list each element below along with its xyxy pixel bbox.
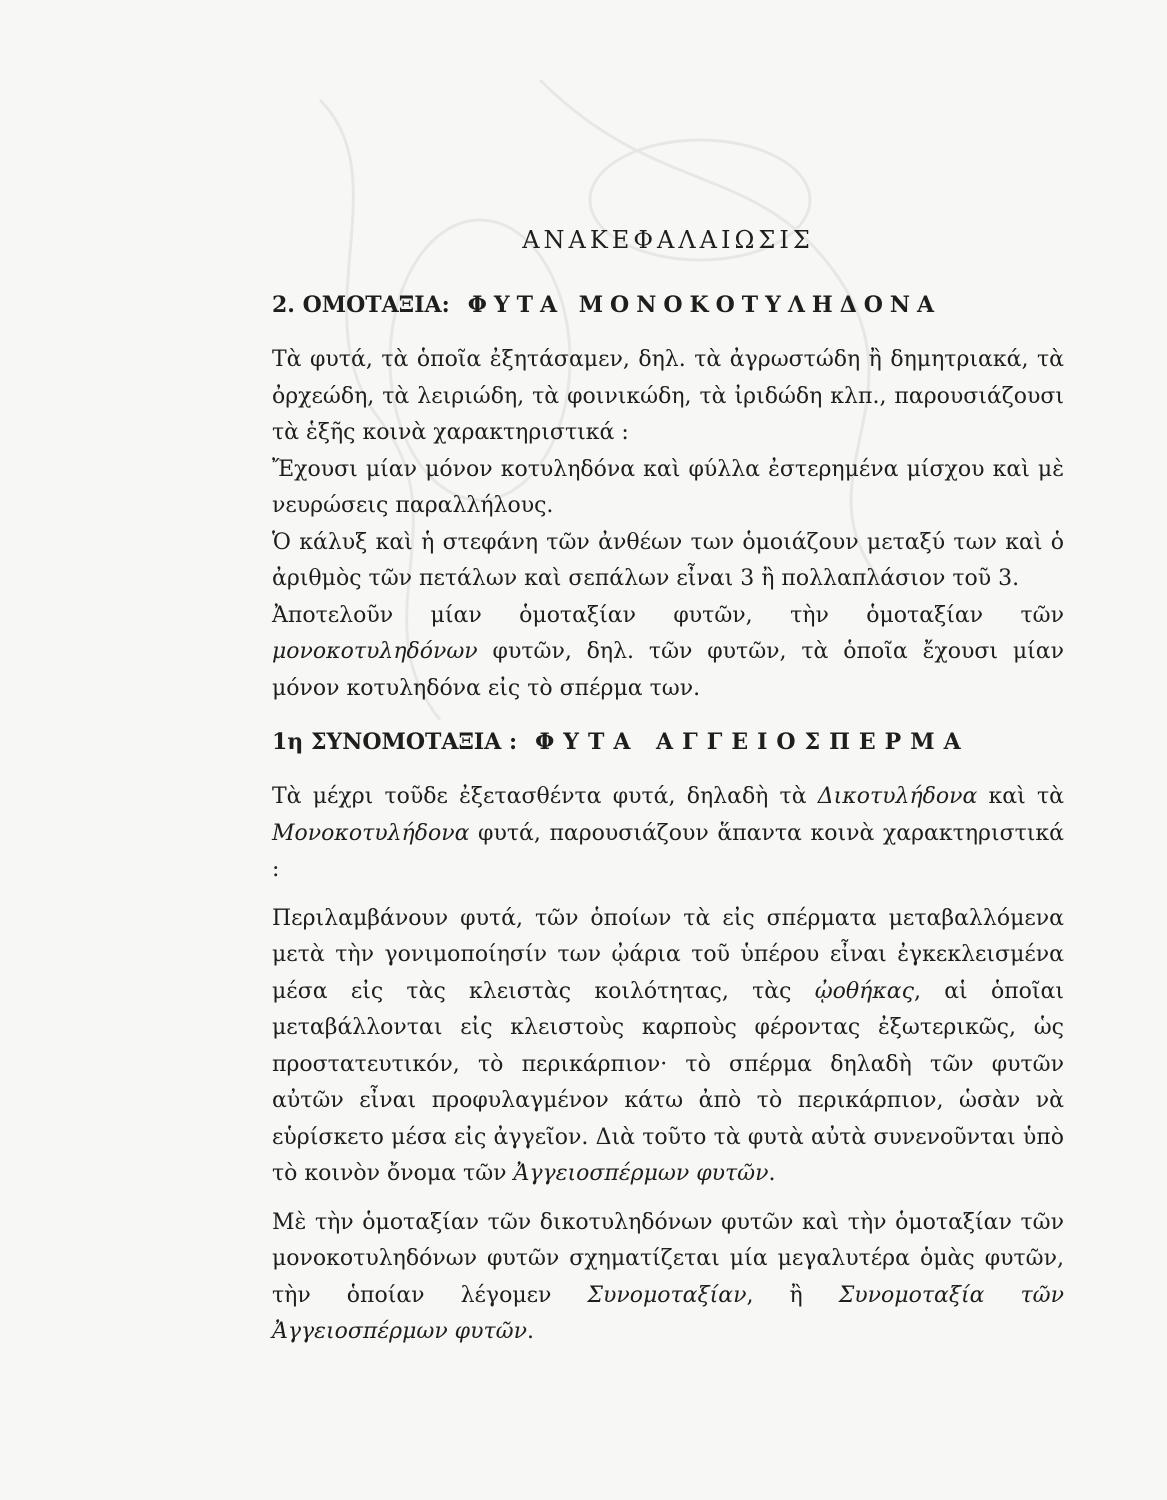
section-number: 1η ΣΥΝΟΜΟΤΑΞΙΑ : bbox=[272, 729, 518, 755]
paragraph: Ἔχουσι μίαν μόνον κοτυληδόνα καὶ φύλλα ἐστερημένα μίσχου καὶ μὲ νευρώσεις παραλλήλους. bbox=[272, 456, 1064, 518]
page-content bbox=[272, 226, 1064, 1351]
paragraph: Τὰ φυτά, τὰ ὁποῖα ἐξητάσαμεν, δηλ. τὰ ἀγρωστώδη ἢ δημητριακά, τὰ ὀρχεώδη, τὰ λειριώδη, τὰ φοινικώδη, τὰ ἰριδώδη κλπ., παρουσιάζουσι τὰ ἑξῆς κοινὰ χαρακτηριστικά : bbox=[272, 347, 1064, 445]
italic-term: μονοκοτυληδόνων bbox=[272, 639, 478, 664]
section-heading-angiosperms bbox=[272, 729, 1064, 755]
paragraph: Ὁ κάλυξ καὶ ἡ στεφάνη τῶν ἀνθέων των ὁμοιάζουν μεταξύ των καὶ ὁ ἀριθμὸς τῶν πετάλων καὶ σεπάλων εἶναι 3 ἢ πολλαπλάσιον τοῦ 3. bbox=[272, 529, 1064, 591]
italic-term: ᾠοθήκας bbox=[814, 978, 914, 1004]
paragraph: Ἀποτελοῦν μίαν ὁμοταξίαν φυτῶν, τὴν ὁμοταξίαν τῶν μονοκοτυληδόνων φυτῶν, δηλ. τῶν φυτῶν, τὰ ὁποῖα ἔχουσι μίαν μόνον κοτυληδόνα εἰς τὸ σπέρμα των. bbox=[272, 602, 1064, 701]
italic-term: Συνομοταξίαν bbox=[587, 1282, 747, 1308]
paragraph: Τὰ μέχρι τοῦδε ἐξετασθέντα φυτά, δηλαδὴ τὰ Δικοτυλήδονα καὶ τὰ Μονοκοτυλήδονα φυτά, παρουσιάζουν ἅπαντα κοινὰ χαρακτηριστικά : bbox=[272, 784, 1065, 882]
paragraph: Μὲ τὴν ὁμοταξίαν τῶν δικοτυληδόνων φυτῶν καὶ τὴν ὁμοταξίαν τῶν μονοκοτυληδόνων φυτῶν σχηματίζεται μία μεγαλυτέρα ὁμὰς φυτῶν, τὴν ὁποίαν λέγομεν Συνομοταξίαν, ἢ Συνομοταξία τῶν Ἀγγειοσπέρμων φυτῶν. bbox=[272, 1209, 1064, 1344]
page-title: ΑΝΑΚΕΦΑΛΑΙΩΣΙΣ bbox=[522, 226, 814, 254]
italic-term: Συνομοταξία τῶν Ἀγγειοσπέρμων φυτῶν bbox=[272, 1282, 1064, 1344]
section-name: ΦΥΤΑ ΜΟΝΟΚΟΤΥΛΗΔΟΝΑ bbox=[467, 292, 942, 318]
section-heading-monocots bbox=[272, 292, 1064, 318]
italic-term: Δικοτυλήδονα bbox=[817, 784, 978, 809]
italic-term: Ἀγγειοσπέρμων φυτῶν bbox=[513, 1161, 769, 1186]
section-number: 2. ΟΜΟΤΑΞΙΑ: bbox=[272, 292, 450, 318]
section-name: ΦΥΤΑ ΑΓΓΕΙΟΣΠΕΡΜΑ bbox=[535, 729, 970, 755]
italic-term: Μονοκοτυλήδονα bbox=[272, 820, 470, 846]
paragraph: Περιλαμβάνουν φυτά, τῶν ὁποίων τὰ εἰς σπέρματα μεταβαλλόμενα μετὰ τὴν γονιμοποίησίν των ᾠάρια τοῦ ὑπέρου εἶναι ἐγκεκλεισμένα μέσα εἰς τὰς κλειστὰς κοιλότητας, τὰς ᾠοθήκας, αἱ ὁποῖαι μεταβάλλονται εἰς κλειστοὺς καρποὺς φέροντας ἐξωτερικῶς, ὡς προστατευτικόν, τὸ περικάρπιον· τὸ σπέρμα δηλαδὴ τῶν φυτῶν αὐτῶν εἶναι προφυλαγμένον κάτω ἀπὸ τὸ περικάρπιον, ὡσὰν νὰ εὑρίσκετο μέσα εἰς ἀγγεῖον. Διὰ τοῦτο τὰ φυτὰ αὐτὰ συνενοῦνται ὑπὸ τὸ κοινὸν ὄνομα τῶν Ἀγγειοσπέρμων φυτῶν. bbox=[272, 905, 1064, 1186]
